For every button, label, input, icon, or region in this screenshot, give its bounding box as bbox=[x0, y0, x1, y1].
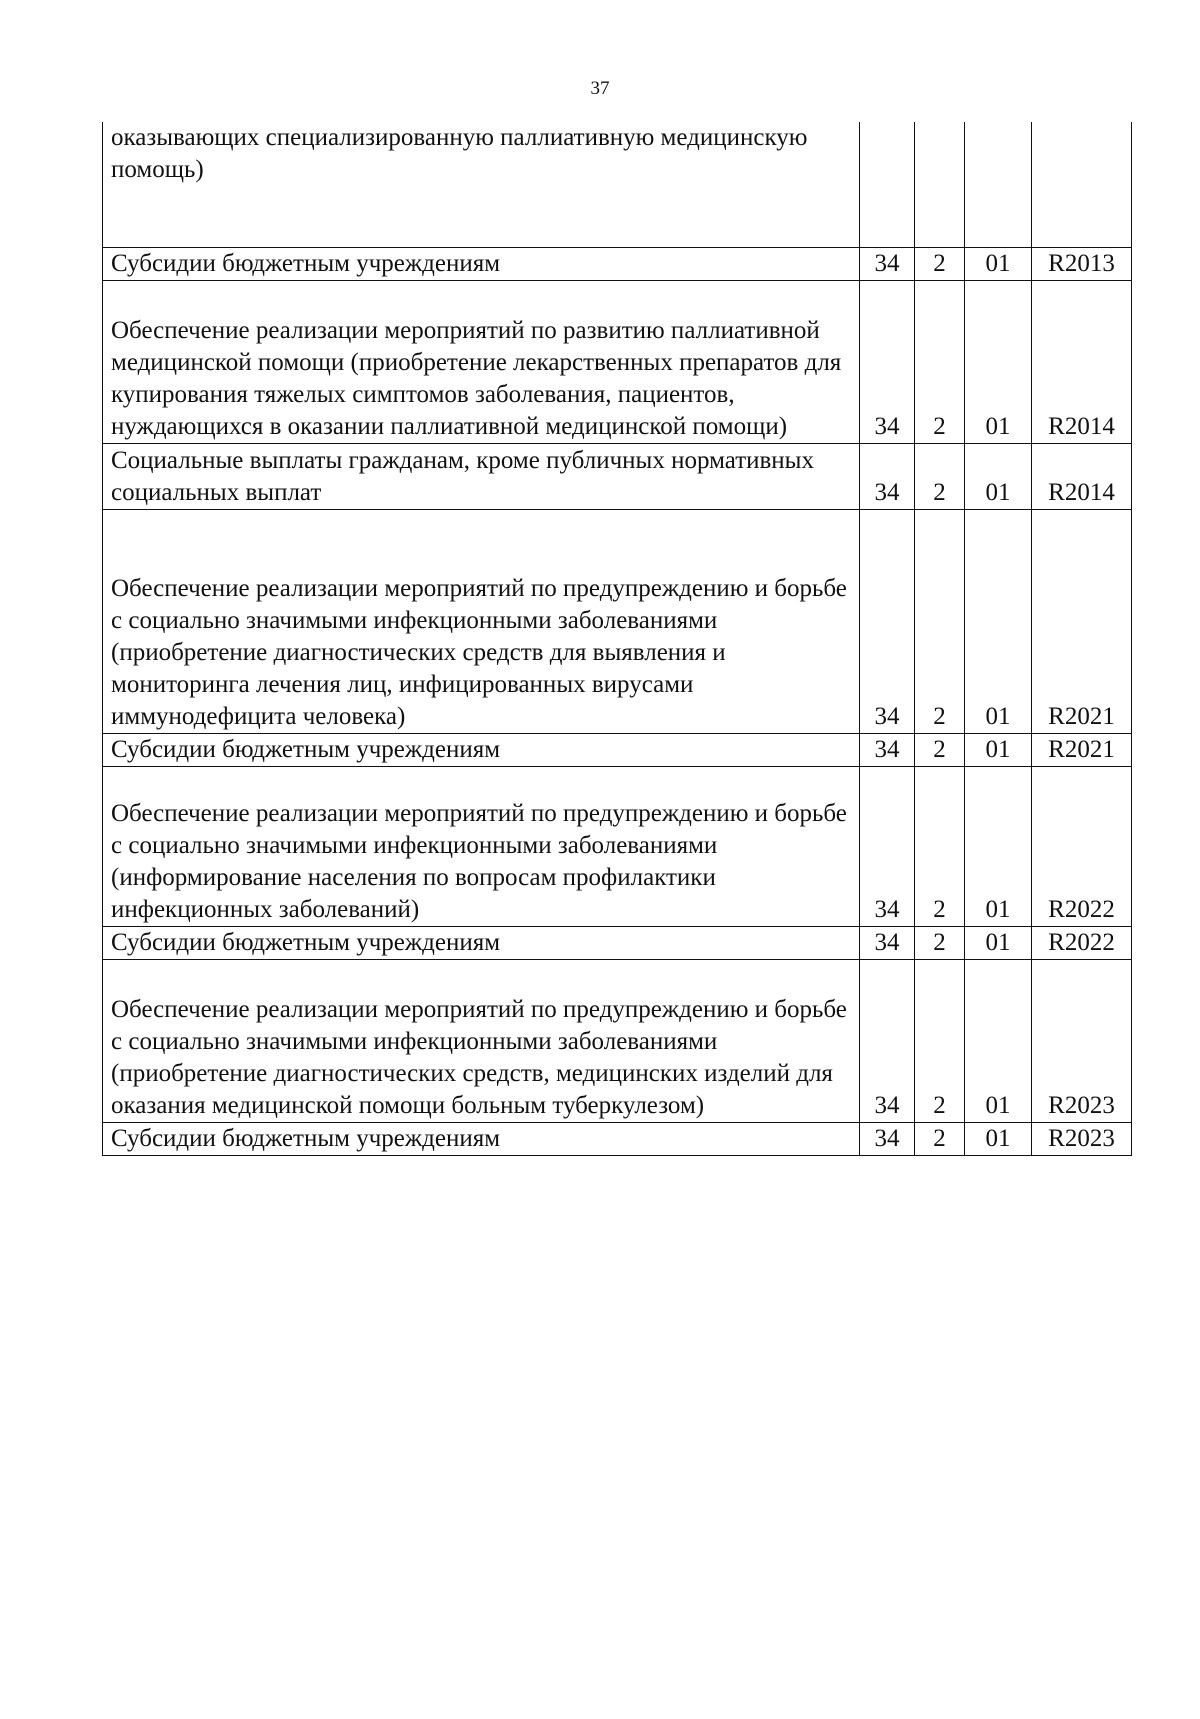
table-row bbox=[103, 1122, 1132, 1155]
table-row bbox=[103, 122, 1132, 247]
row-section: 01 bbox=[965, 733, 1032, 766]
row-code: 34 bbox=[860, 247, 915, 280]
row-subsection: 2 bbox=[915, 280, 965, 443]
row-name: Субсидии бюджетным учреждениям bbox=[103, 733, 860, 766]
table-row bbox=[103, 766, 1132, 926]
row-target: R2021 bbox=[1032, 733, 1132, 766]
row-section: 01 bbox=[965, 959, 1032, 1122]
row-subsection: 2 bbox=[915, 443, 965, 509]
row-code: 34 bbox=[860, 926, 915, 959]
row-name: Обеспечение реализации мероприятий по предупреждению и борьбе с социально значимыми инфекционными заболеваниями (приобретение диагностических средств для выявления и мониторинга лечения лиц, инфицированных вирусами иммунодефицита человека) bbox=[103, 509, 860, 733]
row-code bbox=[860, 122, 915, 247]
row-target: R2021 bbox=[1032, 509, 1132, 733]
row-subsection bbox=[915, 122, 965, 247]
row-target: R2022 bbox=[1032, 926, 1132, 959]
row-section: 01 bbox=[965, 247, 1032, 280]
table-row bbox=[103, 280, 1132, 443]
row-section: 01 bbox=[965, 443, 1032, 509]
row-subsection: 2 bbox=[915, 959, 965, 1122]
row-name: Субсидии бюджетным учреждениям bbox=[103, 926, 860, 959]
row-target: R2013 bbox=[1032, 247, 1132, 280]
page-number: 37 bbox=[590, 78, 610, 99]
row-section: 01 bbox=[965, 766, 1032, 926]
row-target: R2014 bbox=[1032, 443, 1132, 509]
row-target: R2023 bbox=[1032, 1122, 1132, 1155]
table-row bbox=[103, 247, 1132, 280]
row-subsection: 2 bbox=[915, 509, 965, 733]
table-row bbox=[103, 509, 1132, 733]
row-section bbox=[965, 122, 1032, 247]
row-name: Обеспечение реализации мероприятий по предупреждению и борьбе с социально значимыми инфекционными заболеваниями (приобретение диагностических средств, медицинских изделий для оказания медицинской помощи больным туберкулезом) bbox=[103, 959, 860, 1122]
row-subsection: 2 bbox=[915, 733, 965, 766]
row-name: Обеспечение реализации мероприятий по развитию паллиативной медицинской помощи (приобретение лекарственных препаратов для купирования тяжелых симптомов заболевания, пациентов, нуждающихся в оказании паллиативной медицинской помощи) bbox=[103, 280, 860, 443]
row-section: 01 bbox=[965, 926, 1032, 959]
row-subsection: 2 bbox=[915, 926, 965, 959]
row-target: R2014 bbox=[1032, 280, 1132, 443]
row-target: R2023 bbox=[1032, 959, 1132, 1122]
row-name: оказывающих специализированную паллиативную медицинскую помощь) bbox=[103, 122, 860, 247]
row-subsection: 2 bbox=[915, 766, 965, 926]
row-name: Обеспечение реализации мероприятий по предупреждению и борьбе с социально значимыми инфекционными заболеваниями (информирование населения по вопросам профилактики инфекционных заболеваний) bbox=[103, 766, 860, 926]
row-subsection: 2 bbox=[915, 247, 965, 280]
row-code: 34 bbox=[860, 443, 915, 509]
table-row bbox=[103, 926, 1132, 959]
row-section: 01 bbox=[965, 509, 1032, 733]
row-name: Субсидии бюджетным учреждениям bbox=[103, 247, 860, 280]
row-section: 01 bbox=[965, 1122, 1032, 1155]
row-section: 01 bbox=[965, 280, 1032, 443]
budget-table bbox=[102, 122, 1132, 1156]
row-target bbox=[1032, 122, 1132, 247]
row-code: 34 bbox=[860, 280, 915, 443]
row-code: 34 bbox=[860, 959, 915, 1122]
row-subsection: 2 bbox=[915, 1122, 965, 1155]
table-row bbox=[103, 733, 1132, 766]
row-code: 34 bbox=[860, 733, 915, 766]
row-name: Субсидии бюджетным учреждениям bbox=[103, 1122, 860, 1155]
row-target: R2022 bbox=[1032, 766, 1132, 926]
row-code: 34 bbox=[860, 766, 915, 926]
row-name: Социальные выплаты гражданам, кроме публичных нормативных социальных выплат bbox=[103, 443, 860, 509]
table-row bbox=[103, 443, 1132, 509]
table-row bbox=[103, 959, 1132, 1122]
row-code: 34 bbox=[860, 509, 915, 733]
row-code: 34 bbox=[860, 1122, 915, 1155]
